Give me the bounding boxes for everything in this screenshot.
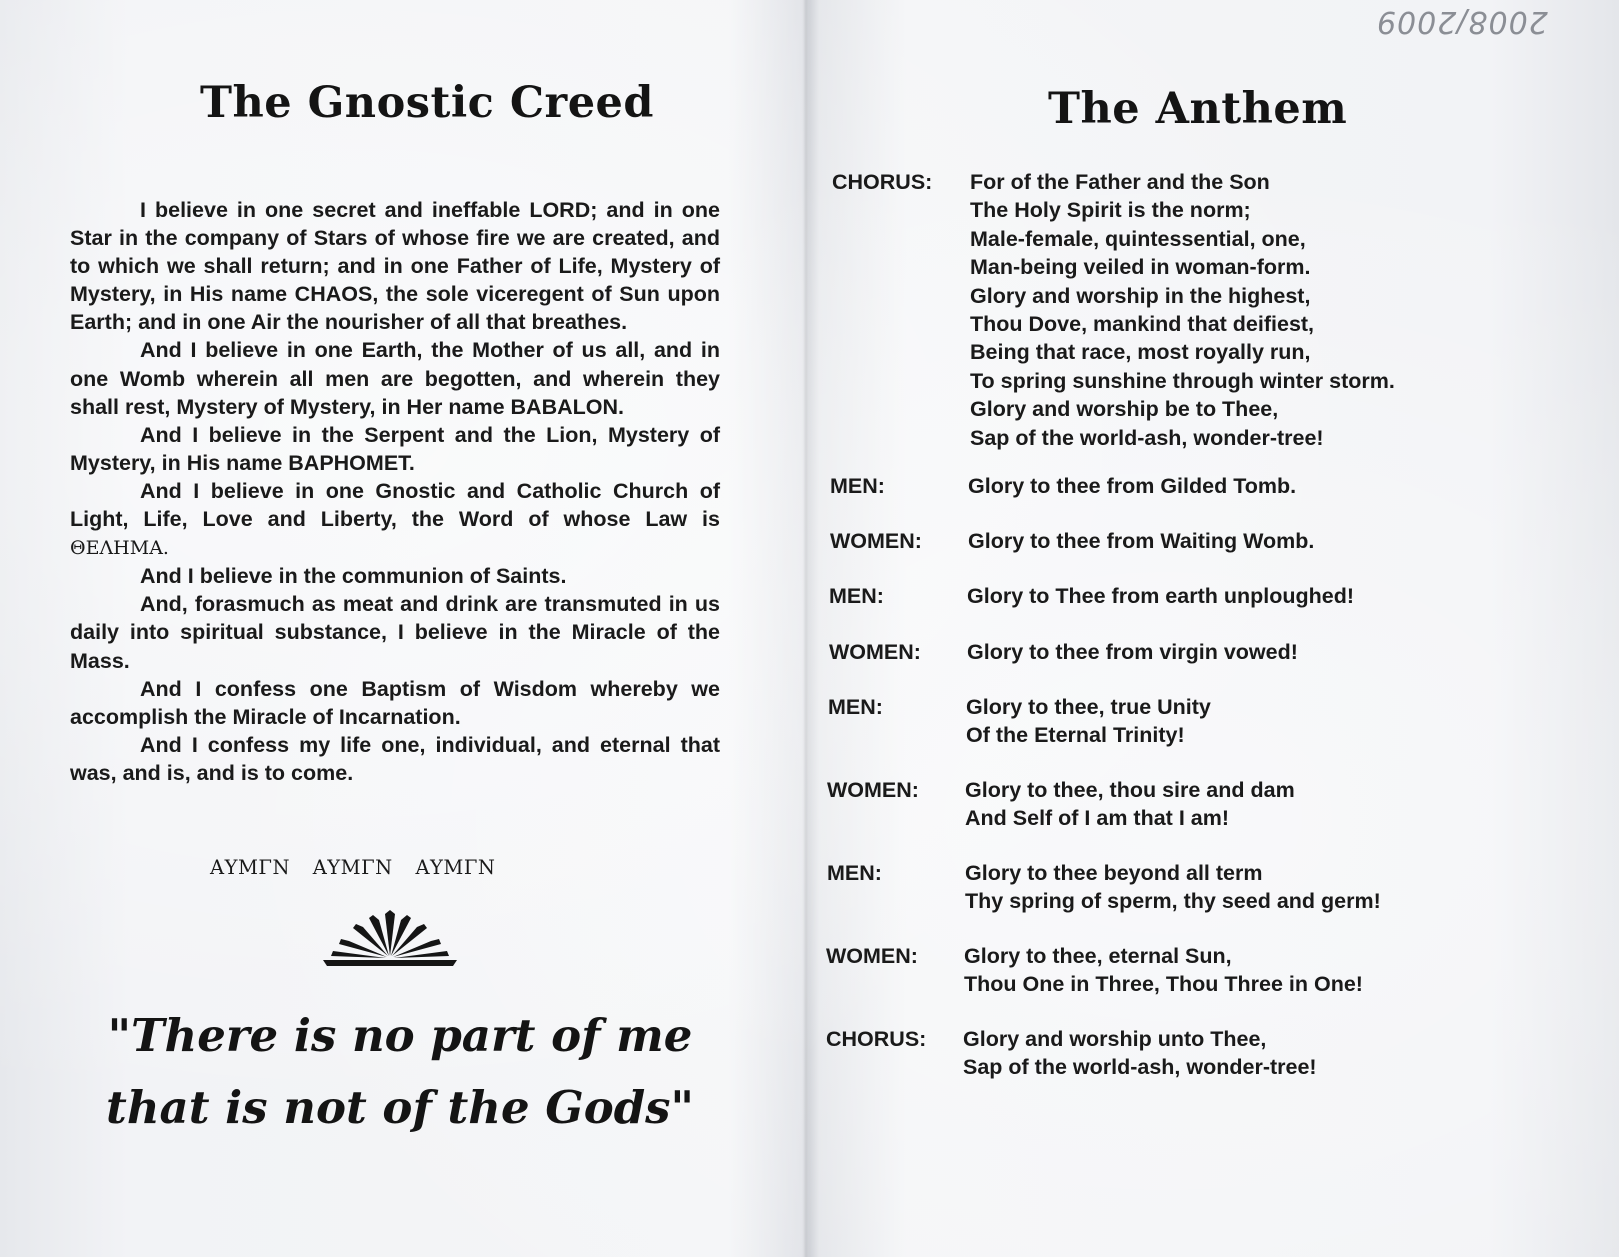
verse-line: Thou Dove, mankind that deifiest, (970, 312, 1315, 337)
creed-paragraph: And I confess my life one, individual, and eternal that was, and is, and is to come. (70, 732, 720, 785)
verse-line: Glory and worship be to Thee, (970, 397, 1279, 422)
verse-block (967, 638, 1298, 666)
role-label: MEN: (828, 695, 883, 719)
role-label: WOMEN: (826, 944, 918, 968)
handwritten-note: 2008/2009 (1376, 4, 1548, 39)
right-page (810, 0, 1619, 1257)
creed-text (70, 196, 720, 787)
verse-line: Thy spring of sperm, thy seed and germ! (965, 889, 1381, 914)
verse-line: Glory to thee, eternal Sun, (964, 944, 1232, 968)
creed-paragraph: And, forasmuch as meat and drink are transmuted in us daily into spiritual substance, I believe in the Miracle of the Mass. (70, 592, 720, 673)
verse-block (968, 472, 1296, 500)
verse-block (966, 693, 1211, 750)
verse-line: To spring sunshine through winter storm. (970, 368, 1395, 393)
verse-line: Glory to thee from virgin vowed! (967, 640, 1298, 664)
amen-line (210, 856, 511, 879)
role-label: WOMEN: (827, 778, 919, 802)
amen-word: ΑΥΜΓΝ (312, 856, 393, 879)
verse-line: Sap of the world-ash, wonder-tree! (963, 1055, 1317, 1080)
verse-line: Glory to thee beyond all term (965, 861, 1263, 885)
verse-line: Being that race, most royally run, (970, 340, 1311, 365)
verse-block (965, 776, 1295, 833)
church-text: And I believe in one Gnostic and Catholic Church of Light, Life, Love and Liberty, the Word of whose Law is (70, 478, 720, 532)
verse-line: Of the Eternal Trinity! (966, 723, 1185, 748)
creed-title: The Gnostic Creed (200, 78, 654, 128)
verse-line: Sap of the world-ash, wonder-tree! (970, 425, 1324, 450)
rising-sun-icon (323, 908, 457, 970)
role-label: CHORUS: (832, 170, 933, 194)
role-label: MEN: (829, 584, 884, 608)
verse-line: Man-being veiled in woman-form. (970, 255, 1311, 280)
verse-line: Thou One in Three, Thou Three in One! (964, 972, 1363, 997)
verse-line: Glory to thee from Waiting Womb. (968, 529, 1315, 553)
verse-line: Glory to thee from Gilded Tomb. (968, 474, 1297, 498)
verse-line: Glory to Thee from earth unploughed! (967, 584, 1354, 608)
verse-block (965, 859, 1381, 916)
role-label: WOMEN: (830, 529, 922, 553)
quote-line: that is not of the Gods" (106, 1081, 694, 1134)
quote-line: "There is no part of me (107, 1009, 693, 1062)
left-page (0, 0, 805, 1257)
verse-line: And Self of I am that I am! (965, 806, 1229, 831)
thelema-word: ΘΕΛΗΜΑ. (70, 537, 169, 560)
anthem-title: The Anthem (1048, 84, 1348, 134)
verse-line: Glory and worship in the highest, (970, 283, 1311, 308)
creed-paragraph: And I believe in the communion of Saints. (140, 564, 567, 589)
verse-block (964, 942, 1363, 999)
verse-line: Glory and worship unto Thee, (963, 1027, 1267, 1051)
gods-quote (70, 1000, 730, 1144)
creed-paragraph: And I confess one Baptism of Wisdom whereby we accomplish the Miracle of Incarnation. (70, 676, 720, 729)
creed-paragraph: I believe in one secret and ineffable LORD; and in one Star in the company of Stars of whose fire we are created, and to which we shall return; and in one Father of Life, Mystery of Mystery, in His name CHAOS, the sole viceregent of Sun upon Earth; and in one Air the nourisher of all that breathes. (70, 198, 720, 335)
verse-block (970, 168, 1395, 452)
verse-block (963, 1025, 1317, 1082)
verse-line: Glory to thee, true Unity (966, 695, 1211, 719)
verse-line: The Holy Spirit is the norm; (970, 198, 1251, 223)
verse-block (967, 582, 1354, 610)
creed-paragraph-church (70, 477, 720, 562)
role-label: CHORUS: (826, 1027, 927, 1051)
role-label: WOMEN: (829, 640, 921, 664)
verse-line: For of the Father and the Son (970, 170, 1270, 194)
amen-word: ΑΥΜΓΝ (415, 856, 496, 879)
verse-block (968, 527, 1314, 555)
creed-paragraph: And I believe in the Serpent and the Lion, Mystery of Mystery, in His name BAPHOMET. (70, 422, 720, 475)
creed-paragraph: And I believe in one Earth, the Mother of us all, and in one Womb wherein all men are begotten, and wherein they shall rest, Mystery of Mystery, in Her name BABALON. (70, 338, 720, 419)
role-label: MEN: (830, 474, 885, 498)
verse-line: Glory to thee, thou sire and dam (965, 778, 1295, 802)
amen-word: ΑΥΜΓΝ (210, 856, 291, 879)
verse-line: Male-female, quintessential, one, (970, 226, 1306, 251)
role-label: MEN: (827, 861, 882, 885)
